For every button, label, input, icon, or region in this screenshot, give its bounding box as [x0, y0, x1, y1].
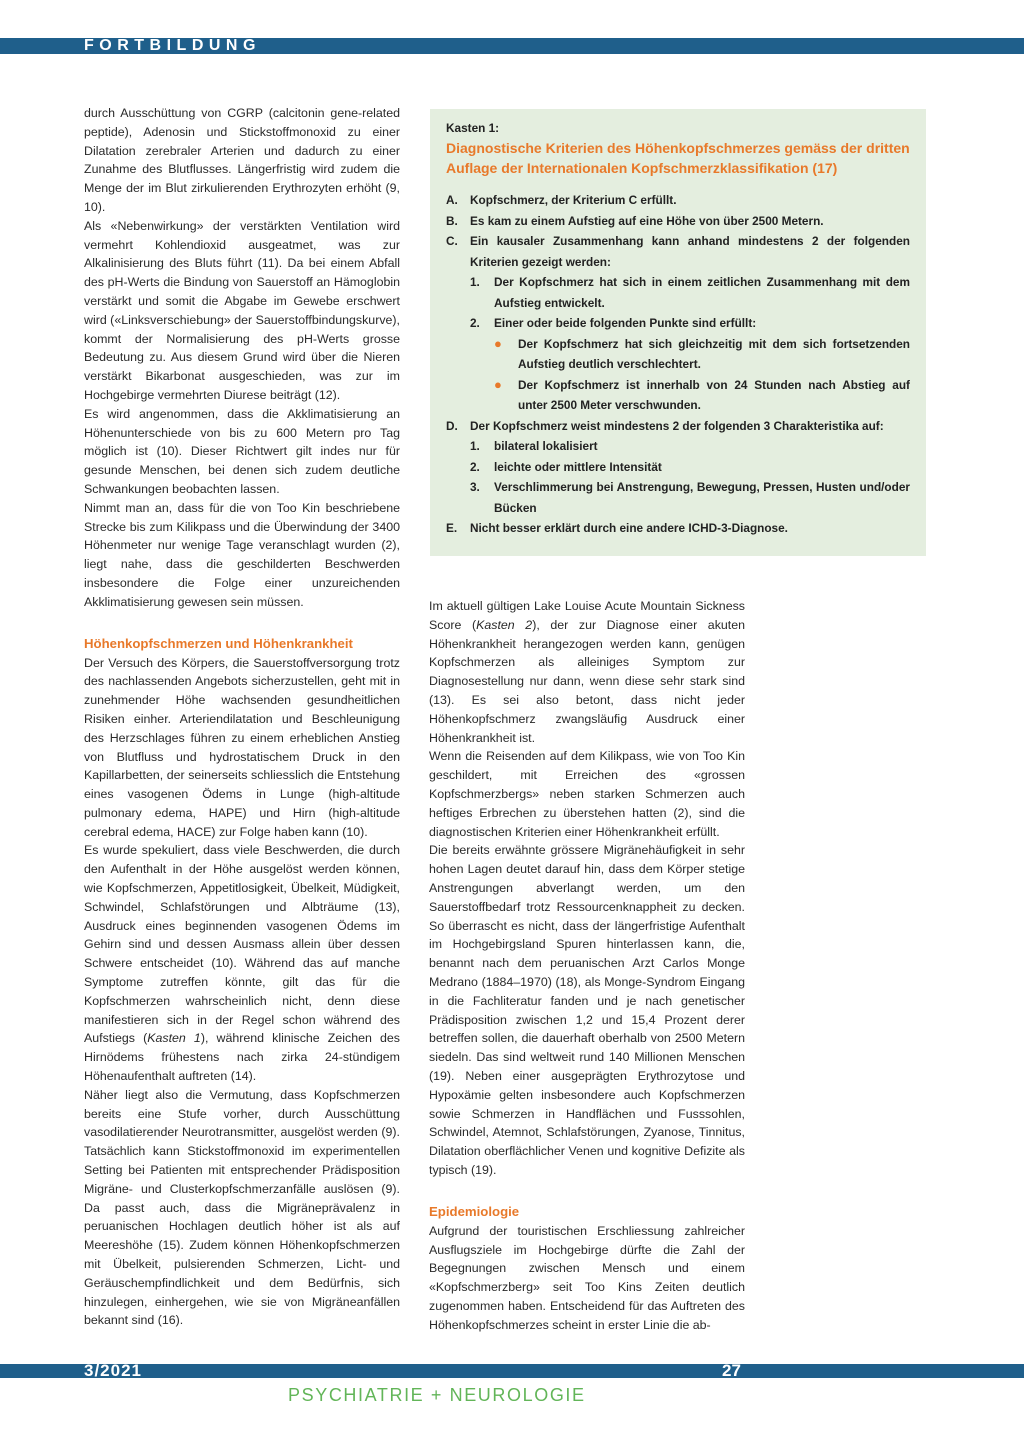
criterion-c2 [446, 313, 910, 334]
criteria-list [446, 190, 910, 539]
criterion-text: Der Kopfschmerz weist mindestens 2 der folgenden 3 Charakteristika auf: [470, 418, 884, 433]
right-column [429, 597, 745, 1334]
page-number: 27 [722, 1361, 741, 1380]
paragraph [429, 597, 745, 747]
criterion-marker: A. [446, 193, 458, 207]
box-reference: Kasten 1 [147, 1031, 201, 1046]
paragraph: Es wird angenommen, dass die Akklimatisierung an Höhenunterschiede von bis zu 600 Metern pro Tag möglich ist (10). Dieser Richtwert gilt indes nur für gesunde Menschen, bei denen sich zudem deutliche Schwankungen beobachten lassen. [84, 406, 400, 496]
paragraph: Wenn die Reisenden auf dem Kilikpass, wie von Too Kin geschildert, mit Erreichen des «grossen Kopfschmerzbergs» neben starken Schmerzen auch heftiges Erbrechen zu überstehen hatten (2), sind die diagnostischen Kriterien einer Höhenkrankheit erfüllt. [429, 749, 745, 839]
criterion-text: Nicht besser erklärt durch eine andere ICHD-3-Diagnose. [470, 521, 788, 535]
criterion-text: Ein kausaler Zusammenhang kann anhand mindestens 2 der folgenden Kriterien gezeigt werden: [470, 234, 910, 269]
box-title: Diagnostische Kriterien des Höhenkopfschmerzes gemäss der dritten Auflage der Internationalen Kopfschmerzklassifikation (17) [446, 140, 910, 176]
criterion-d2 [446, 457, 910, 478]
criterion-a [446, 190, 910, 211]
criterion-text: leichte oder mittlere Intensität [494, 459, 662, 474]
section-heading: Epidemiologie [429, 1203, 520, 1219]
box-reference: Kasten 2 [476, 617, 533, 632]
info-box [430, 109, 926, 556]
criterion-text: Einer oder beide folgenden Punkte sind erfüllt: [494, 316, 757, 330]
box-kicker: Kasten 1: [446, 121, 500, 135]
criterion-marker: B. [446, 213, 458, 228]
criterion-text: Kopfschmerz, der Kriterium C erfüllt. [470, 193, 677, 207]
criterion-marker: D. [446, 418, 458, 433]
criterion-c2a [446, 334, 910, 375]
criterion-d1 [446, 436, 910, 457]
criterion-marker: 3. [470, 480, 480, 494]
paragraph: Die bereits erwähnte grössere Migränehäufigkeit in sehr hohen Lagen deutet darauf hin, dass dem Körper stetige Anstrengungen abverlangt werden, um den Sauerstoffbedarf trotz Ressourcenknappheit zu decken. So überrascht es nicht, dass der längerfristige Aufenthalt im Hochgebirgsland Spuren hinterlassen kann, die, benannt nach dem peruanischen Arzt Carlos Monge Medrano (1884–1970) (18), als Monge-Syndrom Eingang in die Fachliteratur fanden und je nach genetischer Prädisposition zwischen 1,2 und 15,4 Prozent derer betreffen sollen, die dauerhaft oberhalb von 2500 Metern siedeln. Das sind weltweit rund 140 Millionen Menschen (19). Neben einer ausgeprägten Erythrozytose und Hypoxämie gelten insbesondere auch Kopfschmerzen sowie Schmerzen in Handflächen und Fusssohlen, Schwindel, Atemnot, Schlafstörungen, Zyanose, Tinnitus, Dilatation oberflächlicher Venen und kognitive Defizite als typisch (19). [429, 843, 745, 1177]
section-heading: Höhenkopfschmerzen und Höhenkrankheit [84, 635, 353, 651]
paragraph: Näher liegt also die Vermutung, dass Kopfschmerzen bereits eine Stufe vorher, durch Ausschüttung vasodilatierender Neurotransmitter, ausgelöst werden (9). Tatsächlich kann Stickstoffmonoxid im experimentellen Setting bei Patienten mit entsprechender Prädisposition Migräne- und Clusterkopfschmerzanfälle auslösen (9). Da passt auch, dass die Migräneprävalenz in peruanischen Hochlagen deutlich höher ist als auf Meereshöhe (15). Zudem können Höhenkopfschmerzen mit Übelkeit, pulsierenden Schmerzen, Licht- und Geräuschempfindlichkeit und dem Bedürfnis, sich hinzulegen, einhergehen, wie sie von Migräneanfällen bekannt sind (16). [84, 1087, 400, 1328]
text-run: ), während klinische Zeichen des Hirnödems frühestens nach zirka 24-stündigem Höhenaufenthalt auftreten (14). [84, 1031, 400, 1084]
bullet-icon: ● [494, 376, 502, 392]
criterion-d [446, 416, 910, 437]
section-label: FORTBILDUNG [84, 37, 261, 54]
criterion-d3 [446, 477, 910, 518]
criterion-c1 [446, 272, 910, 313]
text-run: Im aktuell gültigen Lake Louise Acute Mountain Sickness Score ( [429, 599, 745, 632]
criterion-c2b [446, 375, 910, 416]
paragraph [84, 841, 400, 1085]
criterion-text: Der Kopfschmerz hat sich gleichzeitig mit dem sich fortsetzenden Aufstieg deutlich verschlechtert. [518, 336, 910, 371]
text-run: ), der zur Diagnose einer akuten Höhenkrankheit herangezogen werden kann, genügen Kopfschmerzen als alleiniges Symptom zur Diagnosestellung nur dann, wenn diese sehr stark sind (13). Es sei also betont, dass nicht jeder Höhenkopfschmerz zwangsläufig Ausdruck einer Höhenkrankheit ist. [429, 617, 745, 745]
criterion-marker: 2. [470, 459, 480, 474]
footer-bar [0, 1364, 1024, 1378]
criterion-text: bilateral lokalisiert [494, 439, 598, 453]
criterion-c [446, 231, 910, 272]
paragraph: Nimmt man an, dass für die von Too Kin beschriebene Strecke bis zum Kilikpass und die Überwindung der 3400 Höhenmeter nur wenige Tage veranschlagt wurden (2), liegt nahe, dass die geschilderten Beschwerden insbesondere die Folge einer unzureichenden Akklimatisierung gewesen sein müssen. [84, 500, 400, 609]
left-column [84, 104, 400, 1330]
paragraph: durch Ausschüttung von CGRP (calcitonin gene-related peptide), Adenosin und Stickstoffmonoxid zu einer Dilatation zerebraler Arterien und dadurch zu einer Zunahme des Blutflusses. Längerfristig wird zudem die Menge der im Blut zirkulierenden Erythrozyten erhöht (9, 10). [84, 106, 400, 214]
criterion-marker: 1. [470, 275, 480, 289]
criterion-text: Es kam zu einem Aufstieg auf eine Höhe von über 2500 Metern. [470, 213, 824, 228]
text-run: Es wurde spekuliert, dass viele Beschwerden, die durch den Aufenthalt in der Höhe ausgelöst werden können, wie Kopfschmerzen, Appetitlosigkeit, Übelkeit, Müdigkeit, Schwindel, Schlafstörungen und Albträume (13), Ausdruck eines beginnenden vasogenen Ödems im Gehirn sind und dessen Ausmass allein über dessen Schwere entscheidet (10). Während das auf manche Symptome zutreffen könnte, gilt das für die Kopfschmerzen wahrscheinlich nicht, denn diese manifestieren sich in der Regel schon während des Aufstiegs ( [84, 843, 400, 1046]
criterion-text: Verschlimmerung bei Anstrengung, Bewegung, Pressen, Husten und/oder Bücken [494, 480, 910, 515]
paragraph: Der Versuch des Körpers, die Sauerstoffversorgung trotz des nachlassenden Angebots sicherzustellen, geht mit in zunehmender Höhe wachsenden gesundheitlichen Risiken einher. Arteriendilatation und Beschleunigung des Herzschlages führen zu einem erheblichen Anstieg von Blutfluss und hydrostatischem Druck in den Kapillarbetten, der seinerseits schliesslich die Entstehung eines vasogenen Ödems in Lunge (high-altitude pulmonary edema, HAPE) und Hirn (high-altitude cerebral edema, HACE) zur Folge haben kann (10). [84, 655, 400, 839]
paragraph: Als «Nebenwirkung» der verstärkten Ventilation wird vermehrt Kohlendioxid ausgeatmet, was zur Alkalinisierung des Bluts führt (11). Da bei einem Abfall des pH-Werts die Bindung von Sauerstoff an Hämoglobin verstärkt und somit die Abgabe im Gewebe erschwert wird («Linksverschiebung» der Sauerstoffbindungskurve), kommt der Normalisierung des pH-Werts grosse Bedeutung zu. Aus diesem Grund wird über die Nieren verstärkt Bikarbonat ausgeschieden, was zur im Hochgebirge vermehrten Diurese beiträgt (12). [84, 218, 400, 402]
criterion-e [446, 518, 910, 539]
journal-name: PSYCHIATRIE + NEUROLOGIE [288, 1385, 586, 1405]
criterion-marker: E. [446, 521, 458, 535]
issue-number: 3/2021 [84, 1361, 142, 1380]
criterion-text: Der Kopfschmerz hat sich in einem zeitlichen Zusammenhang mit dem Aufstieg entwickelt. [494, 275, 910, 310]
criterion-text: Der Kopfschmerz ist innerhalb von 24 Stunden nach Abstieg auf unter 2500 Meter verschwunden. [518, 377, 910, 412]
criterion-marker: C. [446, 234, 458, 248]
criterion-marker: 1. [470, 439, 480, 453]
criterion-marker: 2. [470, 316, 480, 330]
paragraph: Aufgrund der touristischen Erschliessung zahlreicher Ausflugsziele im Hochgebirge dürfte die Zahl der Begegnungen zwischen Mensch und einem «Kopfschmerzberg» seit Too Kins Zeiten deutlich zugenommen haben. Entscheidend für das Auftreten des Höhenkopfschmerzes scheint in erster Linie die ab- [429, 1223, 745, 1332]
bullet-icon: ● [494, 335, 502, 351]
criterion-b [446, 211, 910, 232]
